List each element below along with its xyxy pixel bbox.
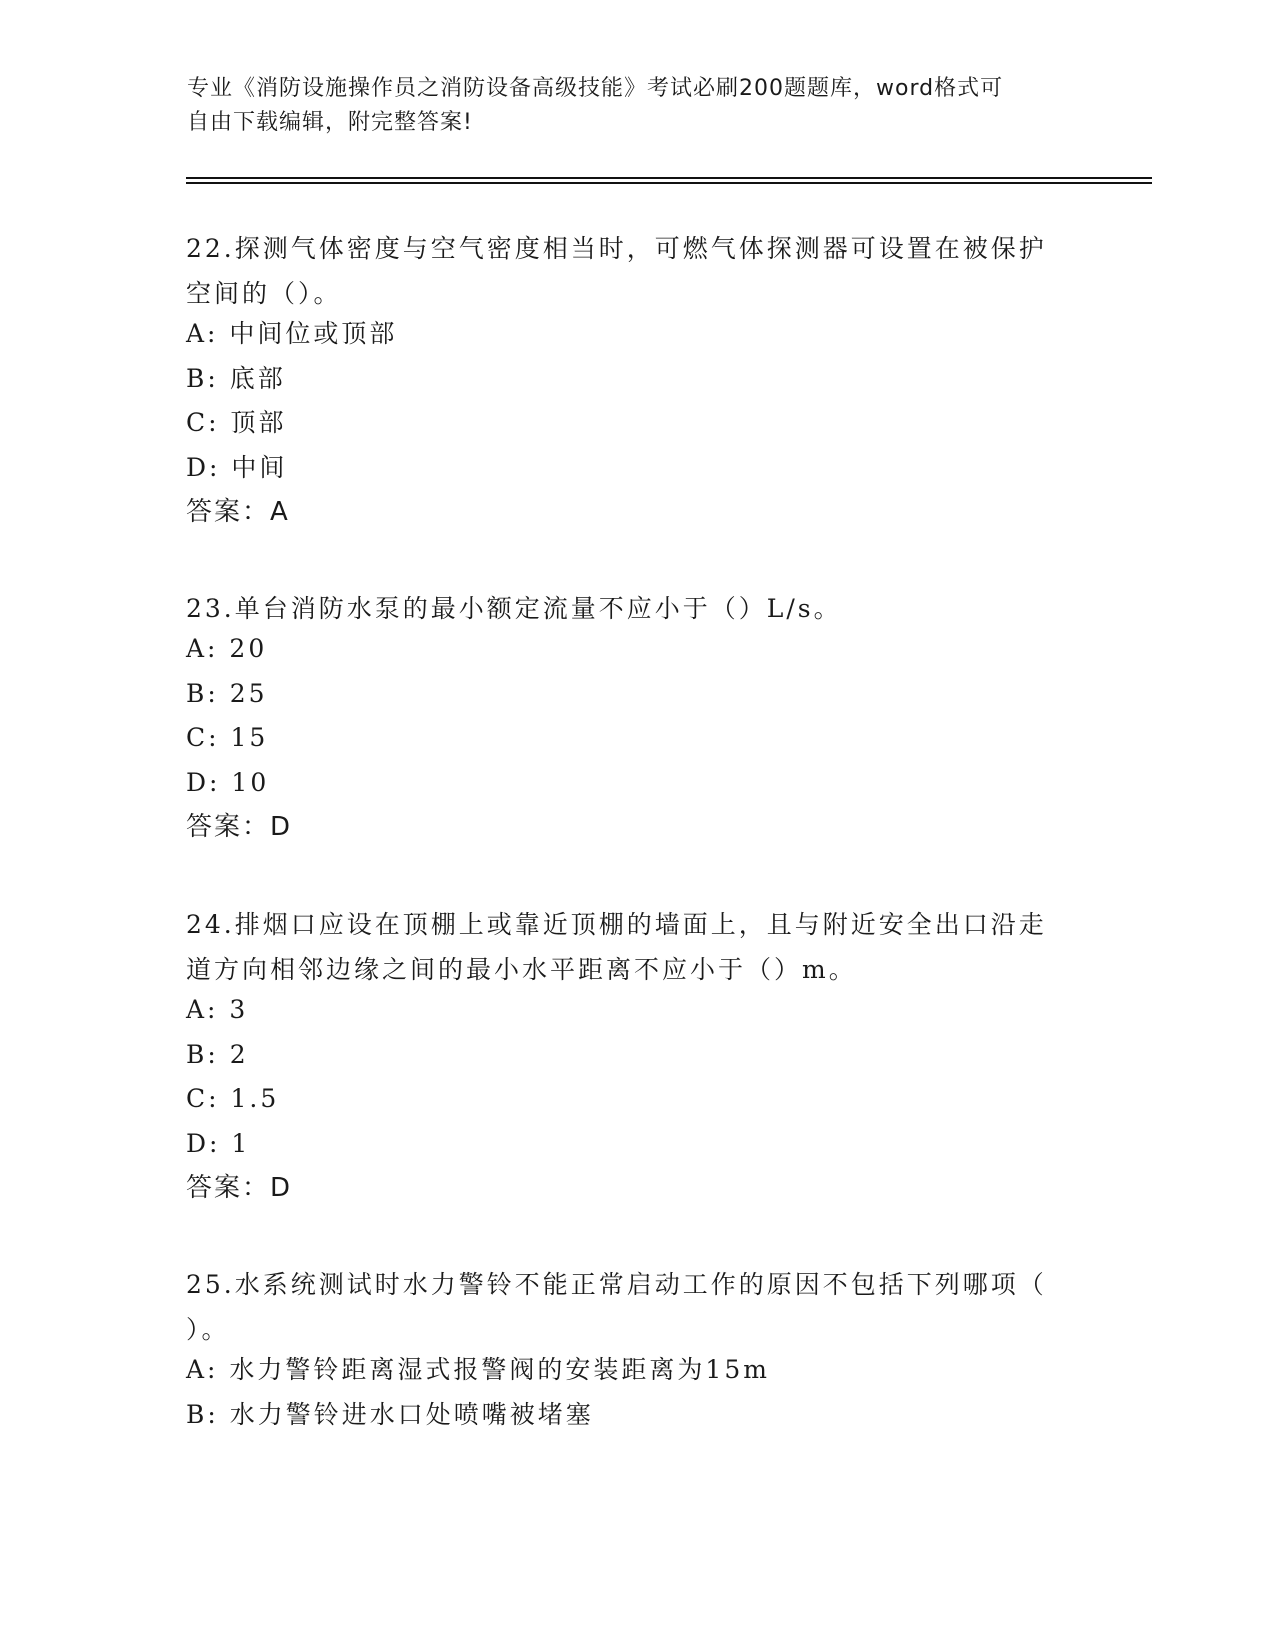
question-24-option-b: B: 2 <box>186 1040 249 1069</box>
header-line-1: 专业《消防设施操作员之消防设备高级技能》考试必刷200题题库，word格式可 <box>187 76 1004 101</box>
question-23-option-d: D: 10 <box>186 768 270 797</box>
document-header <box>187 72 1067 140</box>
question-stem-line: 道方向相邻边缘之间的最小水平距离不应小于（）m。 <box>186 955 857 984</box>
question-stem-line: ）。 <box>186 1315 230 1344</box>
question-25-option-a: A: 水力警铃距离湿式报警阀的安装距离为15m <box>186 1355 770 1384</box>
question-24-option-d: D: 1 <box>186 1129 251 1158</box>
header-divider-bottom <box>186 182 1152 184</box>
question-23-option-c: C: 15 <box>186 723 269 752</box>
question-22-stem <box>186 226 1086 316</box>
header-divider-top <box>186 177 1152 179</box>
question-22-option-d: D: 中间 <box>186 453 288 482</box>
question-24-option-a: A: 3 <box>186 995 249 1024</box>
question-25-stem <box>186 1262 1086 1352</box>
question-stem-line: 23.单台消防水泵的最小额定流量不应小于（）L/s。 <box>186 594 842 623</box>
question-24-answer: 答案：D <box>186 1173 293 1203</box>
question-23-option-b: B: 25 <box>186 679 268 708</box>
question-25-option-b: B: 水力警铃进水口处喷嘴被堵塞 <box>186 1400 594 1429</box>
question-22-answer: 答案：A <box>186 497 290 527</box>
question-24-option-c: C: 1.5 <box>186 1084 280 1113</box>
question-22-option-b: B: 底部 <box>186 364 286 393</box>
question-23-option-a: A: 20 <box>186 634 268 663</box>
question-stem-line: 22.探测气体密度与空气密度相当时，可燃气体探测器可设置在被保护 <box>186 234 1047 263</box>
question-22-option-c: C: 顶部 <box>186 408 287 437</box>
header-line-2: 自由下载编辑，附完整答案! <box>187 110 473 135</box>
question-22-option-a: A: 中间位或顶部 <box>186 319 398 348</box>
question-23-stem <box>186 586 1086 631</box>
question-stem-line: 25.水系统测试时水力警铃不能正常启动工作的原因不包括下列哪项（ <box>186 1270 1047 1299</box>
question-stem-line: 空间的（）。 <box>186 279 342 308</box>
question-23-answer: 答案：D <box>186 812 293 842</box>
question-24-stem <box>186 902 1086 992</box>
question-stem-line: 24.排烟口应设在顶棚上或靠近顶棚的墙面上，且与附近安全出口沿走 <box>186 910 1047 939</box>
